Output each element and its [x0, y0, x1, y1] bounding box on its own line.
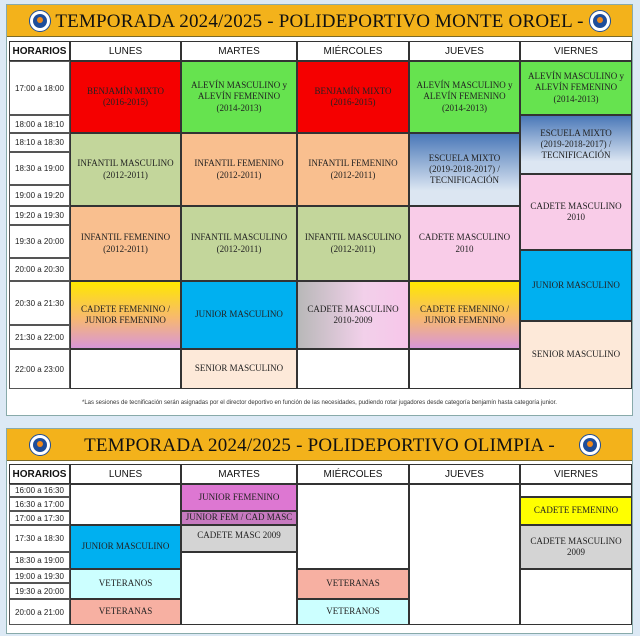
- session-block: ALEVÍN MASCULINO y ALEVÍN FEMENINO (2014-2013): [181, 61, 297, 133]
- header-jueves: JUEVES: [409, 464, 520, 484]
- session-block: SENIOR MASCULINO: [181, 349, 297, 389]
- empty-slot: [297, 484, 409, 569]
- header-viernes: VIERNES: [520, 464, 632, 484]
- time-slot: 19:00 a 19:30: [9, 569, 70, 583]
- session-block: CADETE FEMENINO / JUNIOR FEMENINO: [409, 281, 520, 349]
- session-block: VETERANAS: [297, 569, 409, 599]
- time-slot: 18:30 a 19:00: [9, 552, 70, 569]
- title-bar: [7, 5, 632, 37]
- session-block: INFANTIL MASCULINO (2012-2011): [181, 206, 297, 281]
- footnote: *Las sesiones de tecnificación serán asignadas por el director deportivo en función de las necesidades, pudiendo rotar jugadores desde categoría benjamín hasta categoría junior.: [82, 400, 557, 406]
- time-slot: 18:30 a 19:00: [9, 152, 70, 185]
- time-slot: 17:00 a 17:30: [9, 511, 70, 525]
- session-block: CADETE FEMENINO: [520, 497, 632, 525]
- session-block: JUNIOR MASCULINO: [181, 281, 297, 349]
- session-block: INFANTIL MASCULINO (2012-2011): [297, 206, 409, 281]
- session-block: VETERANOS: [70, 569, 181, 599]
- header-viernes: VIERNES: [520, 41, 632, 61]
- header-horarios: HORARIOS: [9, 464, 70, 484]
- session-block: ALEVÍN MASCULINO y ALEVÍN FEMENINO (2014-2013): [409, 61, 520, 133]
- empty-slot: [409, 484, 520, 625]
- time-slot: 22:00 a 23:00: [9, 349, 70, 389]
- time-slot: 16:00 a 16:30: [9, 484, 70, 497]
- empty-slot: [70, 484, 181, 525]
- session-block: INFANTIL FEMENINO (2012-2011): [70, 206, 181, 281]
- monte-oroel-schedule: [6, 4, 633, 416]
- session-block: VETERANAS: [70, 599, 181, 625]
- session-block: JUNIOR FEMENINO: [181, 484, 297, 511]
- session-block: CADETE MASCULINO 2010: [409, 206, 520, 281]
- time-slot: 18:00 a 18:10: [9, 115, 70, 133]
- title-bar: [7, 429, 632, 461]
- session-block: BENJAMÍN MIXTO (2016-2015): [70, 61, 181, 133]
- club-logo-icon: [589, 10, 611, 32]
- time-slot: 20:00 a 20:30: [9, 258, 70, 281]
- time-slot: 16:30 a 17:00: [9, 497, 70, 511]
- time-slot: 20:00 a 21:00: [9, 599, 70, 625]
- header-jueves: JUEVES: [409, 41, 520, 61]
- session-block: JUNIOR MASCULINO: [70, 525, 181, 569]
- time-slot: 20:30 a 21:30: [9, 281, 70, 325]
- header-martes: MARTES: [181, 41, 297, 61]
- session-block: JUNIOR FEM / CAD MASC: [181, 511, 297, 525]
- olimpia-schedule: [6, 428, 633, 634]
- empty-slot: [409, 349, 520, 389]
- time-slot: 19:20 a 19:30: [9, 206, 70, 225]
- session-block: CADETE MASCULINO 2009: [520, 525, 632, 569]
- header-miercoles: MIÉRCOLES: [297, 464, 409, 484]
- header-lunes: LUNES: [70, 464, 181, 484]
- time-slot: 17:30 a 18:30: [9, 525, 70, 552]
- empty-slot: [520, 569, 632, 625]
- session-block: ALEVÍN MASCULINO y ALEVÍN FEMENINO (2014-2013): [520, 61, 632, 115]
- empty-slot: [297, 349, 409, 389]
- page-title: TEMPORADA 2024/2025 - POLIDEPORTIVO OLIMPIA -: [84, 435, 555, 456]
- session-block: JUNIOR MASCULINO: [520, 250, 632, 321]
- session-block: INFANTIL FEMENINO (2012-2011): [297, 133, 409, 206]
- session-block: BENJAMÍN MIXTO (2016-2015): [297, 61, 409, 133]
- club-logo-icon: [579, 434, 601, 456]
- empty-slot: [520, 484, 632, 497]
- time-slot: 18:10 a 18:30: [9, 133, 70, 152]
- empty-slot: [181, 552, 297, 625]
- empty-slot: [70, 349, 181, 389]
- time-slot: 19:30 a 20:00: [9, 225, 70, 258]
- header-lunes: LUNES: [70, 41, 181, 61]
- header-horarios: HORARIOS: [9, 41, 70, 61]
- session-block: CADETE MASCULINO 2010-2009: [297, 281, 409, 349]
- header-miercoles: MIÉRCOLES: [297, 41, 409, 61]
- session-block: INFANTIL MASCULINO (2012-2011): [70, 133, 181, 206]
- time-slot: 21:30 a 22:00: [9, 325, 70, 349]
- time-slot: 17:00 a 18:00: [9, 61, 70, 115]
- session-block: VETERANOS: [297, 599, 409, 625]
- time-slot: 19:30 a 20:00: [9, 583, 70, 599]
- header-martes: MARTES: [181, 464, 297, 484]
- session-block: CADETE MASCULINO 2010: [520, 174, 632, 250]
- time-slot: 19:00 a 19:20: [9, 185, 70, 206]
- session-block: CADETE FEMENINO / JUNIOR FEMENINO: [70, 281, 181, 349]
- page-title: TEMPORADA 2024/2025 - POLIDEPORTIVO MONTE OROEL -: [55, 11, 584, 32]
- session-block: CADETE MASC 2009: [181, 525, 297, 552]
- session-block: INFANTIL FEMENINO (2012-2011): [181, 133, 297, 206]
- session-block: ESCUELA MIXTO (2019-2018-2017) / TECNIFICACIÓN: [409, 133, 520, 206]
- session-block: SENIOR MASCULINO: [520, 321, 632, 389]
- session-block: ESCUELA MIXTO (2019-2018-2017) / TECNIFICACIÓN: [520, 115, 632, 174]
